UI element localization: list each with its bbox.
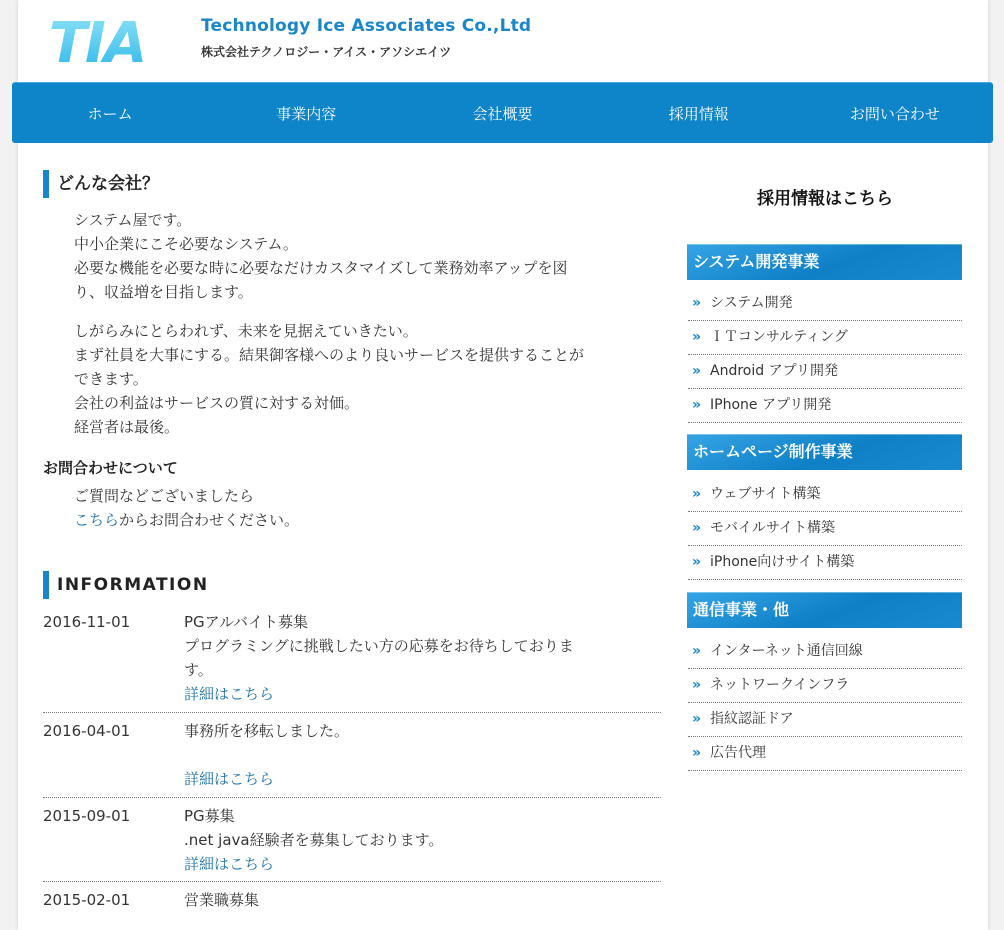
- sidebar-item-iphone-site[interactable]: » iPhone向けサイト構築: [688, 546, 962, 580]
- sidebar-heading-telecom: 通信事業・他: [687, 592, 962, 628]
- news-title: PG募集: [184, 807, 235, 825]
- about-line: 必要な機能を必要な時に必要なだけカスタマイズして業務効率アップを図: [74, 259, 568, 277]
- logo-text: TIA: [48, 12, 146, 68]
- news-row: [43, 888, 661, 928]
- chevron-right-icon: »: [692, 520, 702, 536]
- nav-recruit[interactable]: 採用情報: [668, 104, 729, 123]
- recruit-banner[interactable]: 採用情報はこちら: [757, 189, 893, 209]
- chevron-right-icon: »: [692, 363, 702, 379]
- nav-business[interactable]: 事業内容: [276, 104, 337, 123]
- sidebar-item-network[interactable]: » ネットワークインフラ: [688, 669, 962, 703]
- sidebar-item-it-consulting[interactable]: » ＩＴコンサルティング: [688, 321, 962, 355]
- about-paragraph-2: [74, 319, 669, 439]
- about-title: どんな会社？: [43, 170, 677, 198]
- information-title: INFORMATION: [43, 571, 677, 599]
- nav-home[interactable]: ホーム: [87, 104, 133, 123]
- news-title: 営業職募集: [184, 891, 260, 909]
- news-body: [184, 804, 644, 876]
- chevron-right-icon: »: [692, 677, 702, 693]
- news-body: [184, 610, 644, 706]
- chevron-right-icon: »: [692, 711, 702, 727]
- sidebar-heading-web: ホームページ制作事業: [687, 434, 962, 470]
- news-body: [184, 719, 644, 791]
- news-title: 事務所を移転しました。: [184, 722, 350, 740]
- about-line: できます。: [74, 370, 148, 388]
- news-desc: .net java経験者を募集しております。: [184, 831, 444, 849]
- news-date: 2015-09-01: [43, 807, 131, 825]
- global-nav: [12, 82, 993, 143]
- news-row: [43, 804, 661, 882]
- sidebar-item-mobile-site[interactable]: » モバイルサイト構築: [688, 512, 962, 546]
- about-line: り、収益増を目指します。: [74, 283, 253, 301]
- sidebar-item-advertising[interactable]: » 広告代理: [688, 737, 962, 771]
- news-date: 2015-02-01: [43, 891, 131, 909]
- news-detail-link[interactable]: 詳細はこちら: [184, 855, 275, 873]
- contact-heading: お問合わせについて: [43, 459, 178, 477]
- company-name-en: Technology Ice Associates Co.,Ltd: [201, 16, 532, 36]
- news-row: [43, 610, 661, 713]
- chevron-right-icon: »: [692, 397, 702, 413]
- nav-company[interactable]: 会社概要: [472, 104, 533, 123]
- sidebar-item-fingerprint[interactable]: » 指紋認証ドア: [688, 703, 962, 737]
- news-date: 2016-04-01: [43, 722, 131, 740]
- about-line: システム屋です。: [74, 211, 192, 229]
- sidebar-item-iphone-app[interactable]: » IPhone アプリ開発: [688, 389, 962, 423]
- company-name-ja: 株式会社テクノロジー・アイス・アソシエイツ: [201, 45, 452, 59]
- news-title: PGアルバイト募集: [184, 613, 309, 631]
- about-line: 経営者は最後。: [74, 418, 180, 436]
- news-row: [43, 719, 661, 798]
- about-line: まず社員を大事にする。結果御客様へのより良いサービスを提供することが: [74, 346, 585, 364]
- about-line: 会社の利益はサービスの質に対する対価。: [74, 394, 360, 412]
- news-desc: す。: [184, 661, 213, 679]
- nav-contact[interactable]: お問い合わせ: [849, 104, 940, 123]
- news-body: [184, 888, 644, 912]
- news-detail-link[interactable]: 詳細はこちら: [184, 770, 275, 788]
- about-line: しがらみにとらわれず、未来を見据えていきたい。: [74, 322, 418, 340]
- sidebar-item-system-dev[interactable]: » システム開発: [688, 287, 962, 321]
- contact-line-2: [74, 508, 669, 532]
- about-paragraph-1: [74, 208, 669, 304]
- chevron-right-icon: »: [692, 643, 702, 659]
- contact-line-2-rest: からお問合わせください。: [119, 511, 300, 529]
- sidebar-item-internet[interactable]: » インターネット通信回線: [688, 635, 962, 669]
- news-desc: [184, 743, 644, 767]
- tia-logo[interactable]: [38, 12, 156, 68]
- sidebar-item-android-app[interactable]: » Android アプリ開発: [688, 355, 962, 389]
- news-desc: プログラミングに挑戦したい方の応募をお待ちしておりま: [184, 637, 574, 655]
- chevron-right-icon: »: [692, 486, 702, 502]
- contact-link[interactable]: こちら: [74, 511, 120, 529]
- chevron-right-icon: »: [692, 295, 702, 311]
- chevron-right-icon: »: [692, 554, 702, 570]
- sidebar-heading-system: システム開発事業: [687, 244, 962, 280]
- chevron-right-icon: »: [692, 329, 702, 345]
- news-detail-link[interactable]: 詳細はこちら: [184, 685, 275, 703]
- sidebar-item-website[interactable]: » ウェブサイト構築: [688, 478, 962, 512]
- contact-line-1: ご質問などございましたら: [74, 487, 255, 505]
- news-date: 2016-11-01: [43, 613, 131, 631]
- about-line: 中小企業にこそ必要なシステム。: [74, 235, 298, 253]
- chevron-right-icon: »: [692, 745, 702, 761]
- contact-text: [74, 484, 669, 532]
